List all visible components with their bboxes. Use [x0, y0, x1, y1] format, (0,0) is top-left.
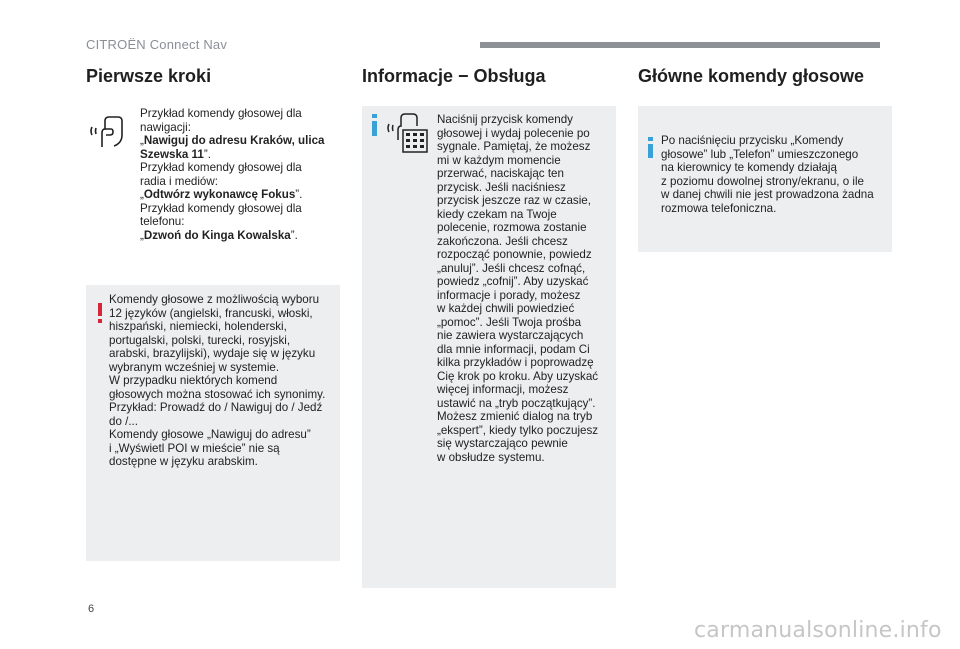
section-title-main-commands: Główne komendy głosowe — [638, 66, 865, 86]
operation-text-line: Naciśnij przycisk komendy — [437, 113, 573, 126]
page-number: 6 — [88, 603, 95, 615]
warning-text-line: Komendy głosowe z możliwością wyboru — [109, 293, 320, 306]
operation-text-line: powiedz „cofnij”. Aby uzyskać — [437, 275, 589, 288]
operation-text-line: mi w każdym momencie — [437, 153, 561, 167]
warning-text-line: do /... — [109, 414, 139, 428]
info-mark-icon — [648, 137, 653, 141]
operation-text-line: w każdej chwili powiedzieć — [437, 302, 575, 315]
operation-text-line: Cię krok po kroku. Aby uzyskać — [437, 369, 599, 383]
operation-text-line: przerwać, naciskając ten — [437, 167, 564, 180]
example-phone: Przykład komendy głosowej dla telefonu: „Dzwoń do Kinga Kowalska”. — [140, 201, 302, 242]
operation-text-line: nie zawiera wystarczających — [437, 329, 584, 342]
warning-text-line: Przykład: Prowadź do / Nawiguj do / Jedź — [109, 401, 323, 414]
operation-text-line: kilka przykładów i poprowadzę — [437, 356, 594, 369]
warning-text-line: arabski, brazylijski), wydaje się w języku — [109, 347, 316, 360]
main-commands-text-line: z poziomu dowolnej strony/ekranu, o ile — [661, 174, 864, 188]
warning-text-line: głosowych można stosować ich synonimy. — [109, 387, 326, 401]
operation-text-line: dla mnie informacji, podam Ci — [437, 342, 590, 356]
operation-text-line: „anuluj”. Jeśli chcesz cofnąć, — [437, 261, 586, 275]
warning-text-line: hiszpański, niemiecki, holenderski, — [109, 320, 287, 333]
warning-text-line: W przypadku niektórych komend — [109, 374, 278, 387]
warning-box — [86, 285, 340, 561]
operation-text-line: się wystarczająco pewnie — [437, 437, 568, 450]
example-navigation: Przykład komendy głosowej dla nawigacji: „Nawiguj do adresu Kraków, ulica Szewska 11”. — [140, 107, 325, 161]
section-title-info-operation: Informacje − Obsługa — [362, 66, 546, 86]
main-commands-text — [661, 134, 889, 215]
warning-mark-icon — [98, 303, 102, 316]
warning-text-line: Komendy głosowe „Nawiguj do adresu” — [109, 428, 311, 441]
info-box-main-commands — [638, 106, 892, 252]
operation-text-line: informacje i porady, możesz — [437, 288, 581, 302]
watermark: carmanualsonline.info — [694, 618, 942, 643]
info-box-operation — [362, 106, 616, 588]
operation-text-line: rozpocząć ponownie, powiedz — [437, 248, 592, 261]
main-commands-text-line: w danej chwili nie jest prowadzona żadna — [661, 188, 874, 201]
warning-text-line: 12 języków (angielski, francuski, włoski, — [109, 306, 313, 320]
warning-text-line: wybranym wcześniej w systemie. — [109, 360, 280, 374]
operation-text-line: przycisk jeszcze raz w czasie, — [437, 194, 591, 207]
voice-command-keypad-icon — [386, 112, 430, 161]
operation-text-line: w obsłudze systemu. — [437, 450, 545, 464]
warning-text-line: dostępne w języku arabskim. — [109, 455, 258, 468]
operation-text-line: przycisk. Jeśli naciśniesz — [437, 180, 566, 194]
section-title-first-steps: Pierwsze kroki — [86, 66, 212, 86]
operation-text-line: Możesz zmienić dialog na tryb — [437, 410, 593, 423]
document-header-title: CITROËN Connect Nav — [86, 37, 228, 52]
main-commands-text-line: na kierownicy te komendy działają — [661, 161, 837, 174]
example-radio: Przykład komendy głosowej dla radia i mediów: „Odtwórz wykonawcę Fokus”. — [140, 161, 303, 201]
main-commands-text-line: głosowe” lub „Telefon” umieszczonego — [661, 147, 859, 161]
operation-text-line: zakończona. Jeśli chcesz — [437, 234, 568, 248]
main-commands-text-line: Po naciśnięciu przycisku „Komendy — [661, 134, 844, 147]
voice-examples — [140, 107, 340, 242]
operation-text-line: ustawić na „tryb początkujący”. — [437, 396, 596, 410]
operation-text-line: „ekspert”, kiedy tylko poczujesz — [437, 423, 599, 437]
operation-text-line: więcej informacji, możesz — [437, 383, 569, 396]
warning-text-line: i „Wyświetl POI w mieście” nie są — [109, 441, 280, 455]
operation-text-line: kiedy czekam na Twoje — [437, 207, 557, 221]
header-rule — [480, 42, 880, 48]
warning-text — [109, 293, 337, 469]
main-commands-text-line: rozmowa telefoniczna. — [661, 201, 777, 215]
operation-text-line: polecenie, rozmowa zostanie — [437, 221, 587, 234]
operation-text-line: głosowej i wydaj polecenie po — [437, 126, 590, 140]
operation-text-line: sygnale. Pamiętaj, że możesz — [437, 140, 591, 153]
warning-text-line: portugalski, polski, turecki, rosyjski, — [109, 333, 291, 347]
voice-command-hand-icon — [88, 113, 128, 154]
operation-text-line: „pomoc”. Jeśli Twoja prośba — [437, 315, 582, 329]
operation-text — [437, 113, 615, 464]
info-mark-icon — [372, 114, 377, 118]
